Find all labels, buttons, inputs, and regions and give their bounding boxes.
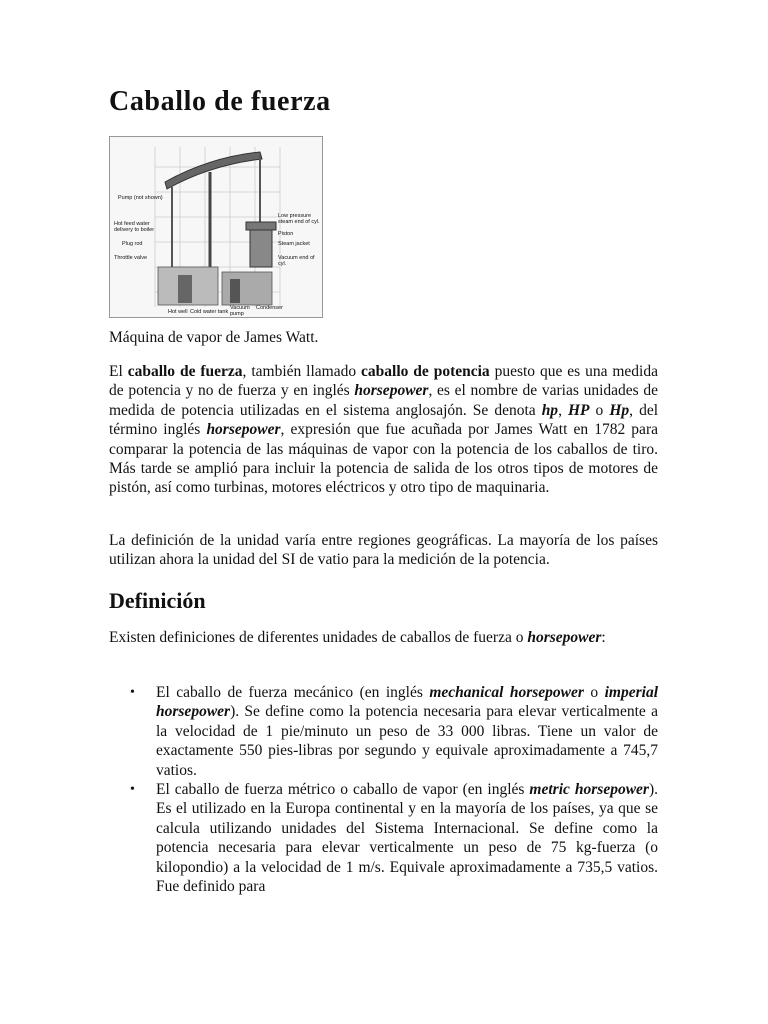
- label-pump: Pump (not shown): [118, 195, 163, 201]
- label-steamjacket: Steam jacket: [278, 241, 310, 247]
- label-lowpressure: Low pressure: [278, 213, 312, 219]
- label-hotfeed: Hot feed water: [114, 221, 150, 227]
- steam-engine-diagram-icon: [110, 137, 322, 317]
- label-throttle: Throttle valve: [114, 255, 148, 261]
- page-title: Caballo de fuerza: [109, 86, 331, 117]
- label-hotfeed2: delivery to boiler: [114, 227, 155, 233]
- steam-engine-figure: [109, 136, 323, 318]
- label-lowpressure2: steam end of cyl.: [278, 219, 320, 225]
- section-heading-definicion: Definición: [109, 588, 206, 613]
- label-piston: Piston: [278, 231, 294, 237]
- label-vacuumend2: cyl.: [278, 261, 287, 267]
- list-item: • El caballo de fuerza métrico o caballo de vapor (en inglés metric horsepower). Es el utilizado en la Europa continental y en la mayoría de los países, ya que se calcula utilizando unidades del Sistema Internacional. Se define como la potencia necesaria para elevar verticalmente un peso de 75 kg-fuerza (o kilopondio) a la velocidad de 1 m/s. Equivale aproximadamente a 735,5 vatios. Fue definido para: [130, 781, 658, 896]
- bullet-icon: •: [130, 782, 135, 798]
- intro-paragraph: El caballo de fuerza, también llamado caballo de potencia puesto que es una medida de potencia y no de fuerza y en inglés horsepower, es el nombre de varias unidades de medida de potencia utilizadas en el sistema anglosajón. Se denota hp, HP o Hp, del término inglés horsepower, expresión que fue acuñada por James Watt en 1782 para comparar la potencia de las máquinas de vapor con la potencia de los caballos de tiro. Más tarde se amplió para incluir la potencia de salida de los otros tipos de motores de pistón, así como turbinas, motores eléctricos y otro tipo de maquinaria.: [109, 363, 659, 497]
- label-vacuumpump: Vacuum: [230, 305, 250, 311]
- definitions-intro-paragraph: Existen definiciones de diferentes unidades de caballos de fuerza o horsepower:: [109, 629, 606, 646]
- label-vacuumpump2: pump: [230, 311, 244, 317]
- definitions-list: [109, 683, 658, 896]
- bullet-icon: •: [130, 685, 135, 700]
- definition-variation-paragraph: La definición de la unidad varía entre regiones geográficas. La mayoría de los países utilizan ahora la unidad del SI de vatio para la medición de la potencia.: [109, 532, 658, 569]
- figure-caption: Máquina de vapor de James Watt.: [109, 329, 319, 346]
- label-condenser: Condenser: [256, 305, 283, 311]
- label-hotwell: Hot well: [168, 309, 188, 315]
- label-plugrod: Plug rod: [122, 241, 143, 247]
- label-coldwater: Cold water tank: [190, 309, 229, 315]
- list-item: • El caballo de fuerza mecánico (en inglés mechanical horsepower o imperial horsepower). Se define como la potencia necesaria para elevar verticalmente a la velocidad de 1 pie/minuto un peso de 33 000 libras. Tiene un valor de exactamente 550 pies-libras por segundo y equivale aproximadamente a 745,7 vatios.: [130, 684, 658, 779]
- label-vacuumend: Vacuum end of: [278, 255, 315, 261]
